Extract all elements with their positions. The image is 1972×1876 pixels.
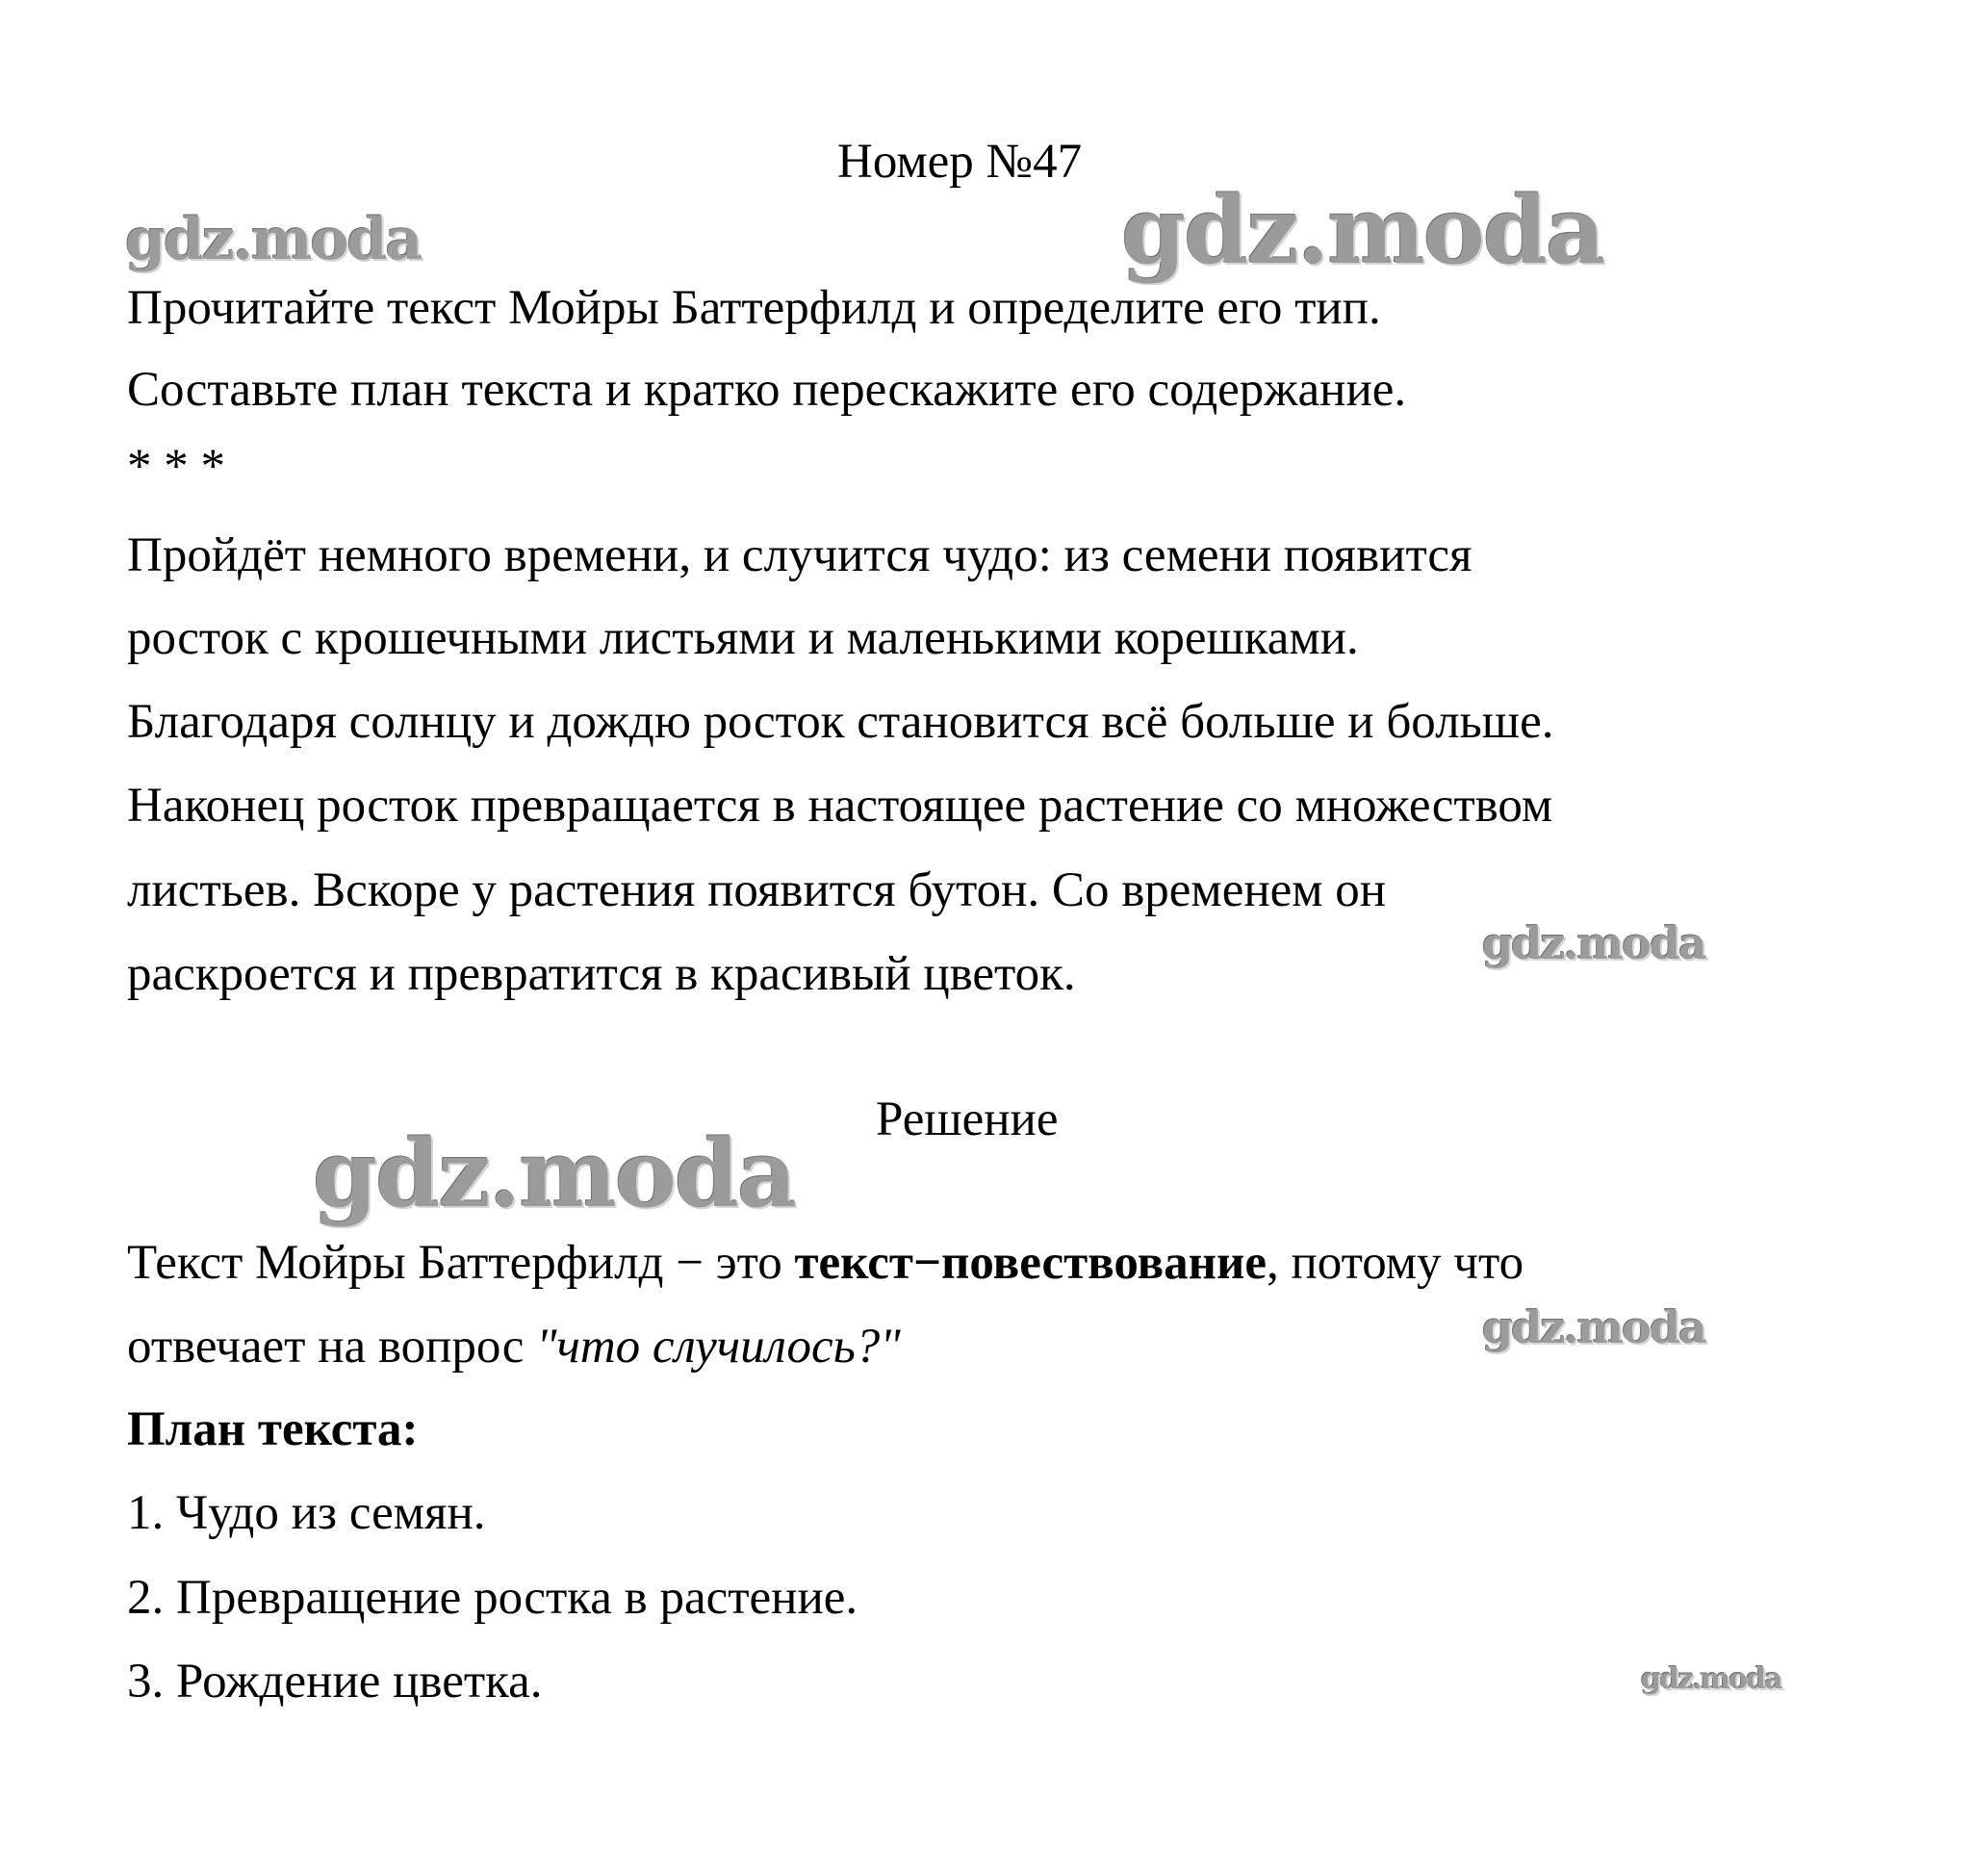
plan-heading: План текста: — [127, 1402, 419, 1456]
watermark-logo: gdz.moda — [1482, 1301, 1705, 1353]
passage-line: Наконец росток превращается в настоящее растение со множеством — [127, 779, 1553, 833]
task-line: Составьте план текста и кратко перескажите его содержание. — [127, 363, 1407, 417]
passage-line: Благодаря солнцу и дождю росток становится всё больше и больше. — [127, 695, 1554, 749]
answer-line-2 — [127, 1318, 901, 1375]
task-number: Номер №47 — [837, 135, 1083, 189]
passage-line: росток с крошечными листьями и маленькими корешками. — [127, 611, 1359, 665]
passage-line: листьев. Вскоре у растения появится бутон. Со временем он — [127, 863, 1387, 917]
watermark-logo: gdz.moda — [125, 206, 422, 273]
passage-line: раскроется и превратится в красивый цветок. — [127, 947, 1076, 1001]
separator: * * * — [127, 440, 225, 494]
task-line: Прочитайте текст Мойры Баттерфилд и определите его тип. — [127, 281, 1381, 335]
plan-item: 3. Рождение цветка. — [127, 1655, 543, 1709]
answer-line2-start: отвечает на вопрос — [127, 1320, 537, 1374]
answer-type: текст−повествование — [794, 1236, 1268, 1290]
passage-line: Пройдёт немного времени, и случится чудо: из семени появится — [127, 528, 1473, 582]
plan-item: 1. Чудо из семян. — [127, 1486, 486, 1540]
watermark-logo: gdz.moda — [1641, 1662, 1781, 1696]
watermark-logo: gdz.moda — [1482, 917, 1705, 969]
solution-heading: Решение — [876, 1092, 1059, 1146]
plan-item: 2. Превращение ростка в растение. — [127, 1571, 858, 1625]
watermark-logo: gdz.moda — [1121, 176, 1604, 285]
answer-line — [127, 1234, 1524, 1292]
answer-question: "что случилось?" — [536, 1320, 901, 1374]
answer-start: Текст Мойры Баттерфилд − это — [127, 1236, 795, 1290]
answer-end: , потому что — [1267, 1236, 1524, 1290]
watermark-logo: gdz.moda — [313, 1119, 796, 1228]
